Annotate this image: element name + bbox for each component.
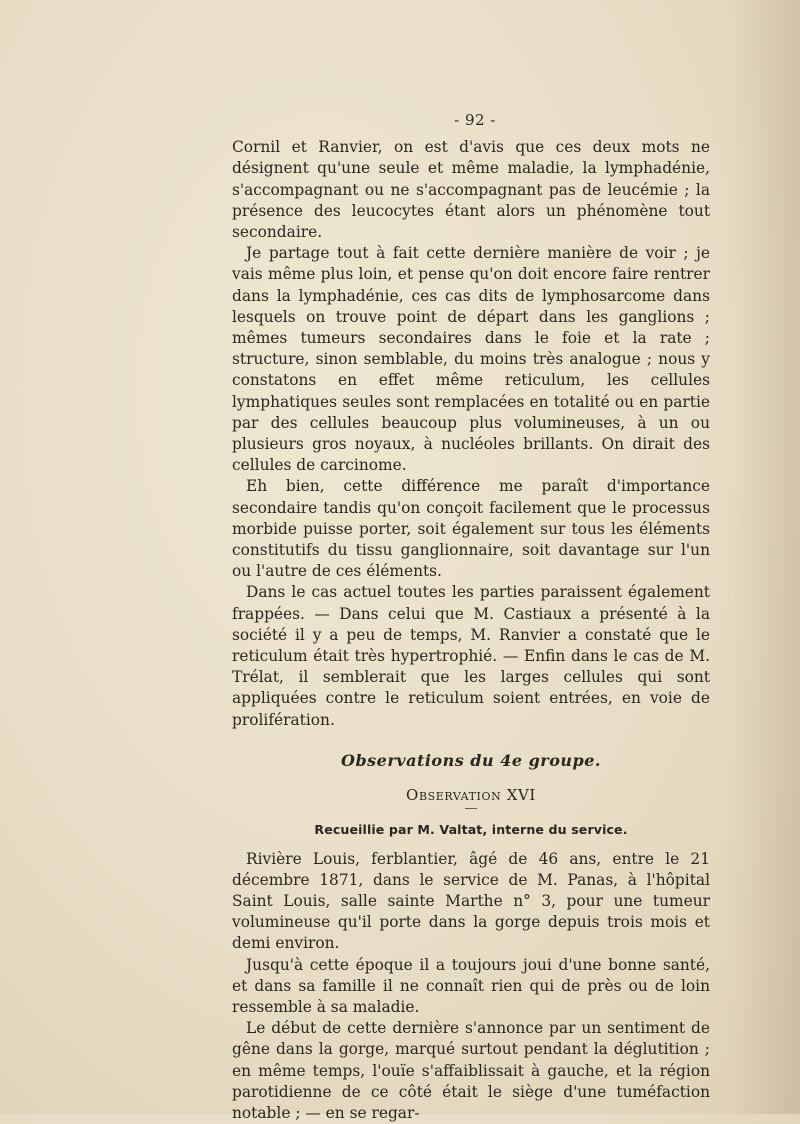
paragraph-2: Je partage tout à fait cette dernière manière de voir ; je vais même plus loin, et pense qu'on doit encore faire rentrer dans la lymphadénie, ces cas dits de lymphosarcome dans lesquels on trouve point de départ dans les ganglions ; mêmes tumeurs secondaires dans le foie et la rate ; structure, sinon semblable, du moins très analogue ; nous y constatons en effet même reticulum, les cellules lymphatiques seules sont remplacées en totalité ou en partie par des cellules beaucoup plus volumineuses, à un ou plusieurs gros noyaux, à nucléoles brillants. On dirait des cellules de carcinome. xyxy=(232,244,710,475)
paragraph-4: Dans le cas actuel toutes les parties paraissent également frappées. — Dans celui que M. Castiaux a présenté à la société il y a peu de temps, M. Ranvier a constaté que le reticulum était très hypertrophié. — Enfin dans le cas de M. Trélat, il semblerait que les larges cellules qui sont appliquées contre le reticulum soient entrées, en voie de prolifération. xyxy=(232,583,710,729)
observation-paragraph-1: Rivière Louis, ferblantier, âgé de 46 ans, entre le 21 décembre 1871, dans le service de M. Panas, à l'hôpital Saint Louis, salle sainte Marthe n° 3, pour une tumeur volumineuse qu'il porte dans la gorge depuis trois mois et demi environ. xyxy=(232,849,710,953)
observation-paragraph-3: Le début de cette dernière s'annonce par un sentiment de gêne dans la gorge, marqué surtout pendant la déglutition ; en même temps, l'ouïe s'affaiblissait à gauche, et la région parotidienne de ce côté était le siège d'une tuméfaction notable ; — en se regar- xyxy=(232,1019,710,1122)
section-heading: Observations du 4e groupe. xyxy=(341,750,601,770)
page-number: - 92 - xyxy=(454,111,496,129)
text-block xyxy=(232,110,710,1124)
title-divider xyxy=(465,808,477,809)
paragraph-3: Eh bien, cette différence me paraît d'importance secondaire tandis qu'on conçoit facilement que le processus morbide puisse porter, soit également sur tous les éléments constitutifs du tissu ganglionnaire, soit davantage sur l'un ou l'autre de ces éléments. xyxy=(232,477,710,581)
paragraph-1: Cornil et Ranvier, on est d'avis que ces deux mots ne désignent qu'une seule et même maladie, la lymphadénie, s'accompagnant ou ne s'accompagnant pas de leucémie ; la présence des leucocytes étant alors un phénomène tout secondaire. xyxy=(232,138,710,242)
observation-title: Observation XVI xyxy=(406,786,536,805)
observation-paragraph-2: Jusqu'à cette époque il a toujours joui d'une bonne santé, et dans sa famille il ne connaît rien qui de près ou de loin ressemble à sa maladie. xyxy=(232,955,710,1016)
collected-by-line: Recueillie par M. Valtat, interne du service. xyxy=(314,822,628,838)
page-edge-shadow xyxy=(730,0,800,1114)
